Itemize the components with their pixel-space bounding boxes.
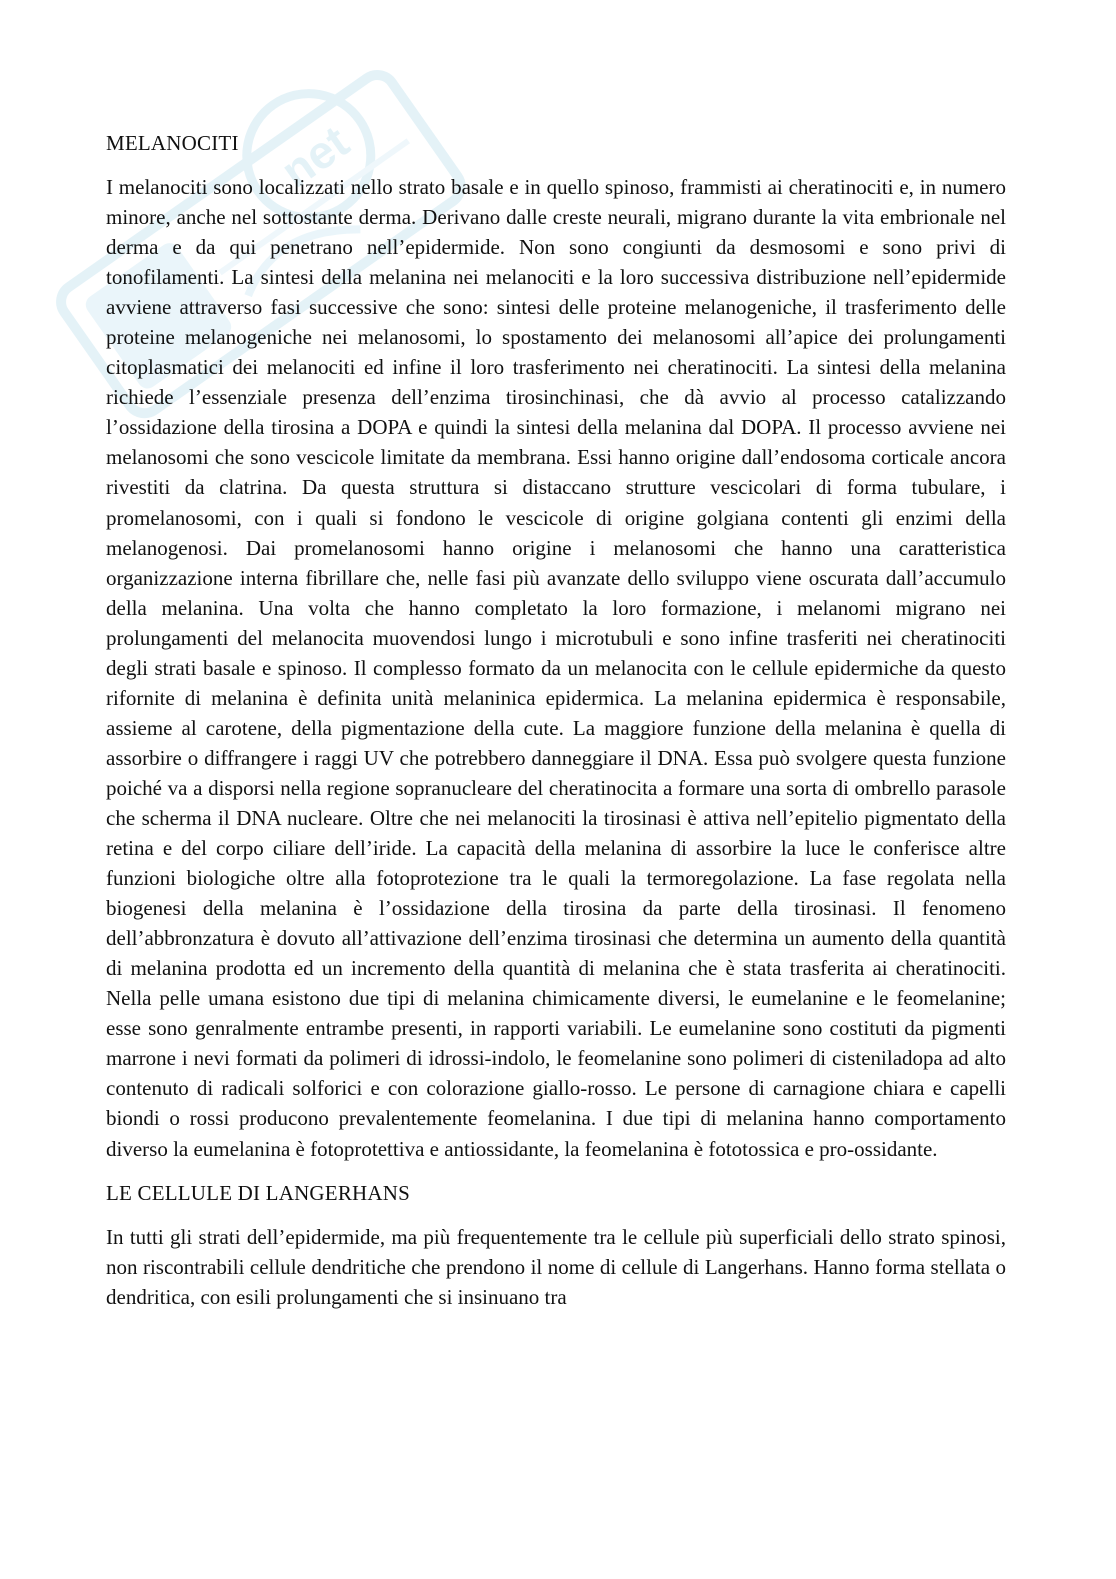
section-body-langerhans: In tutti gli strati dell’epidermide, ma più frequentemente tra le cellule più superficiali dello strato spinosi, non riscontrabili cellule dendritiche che prendono il nome di cellule di Langerhans. Hanno forma stellata o dendritica, con esili prolungamenti che si insinuano tra [106, 1224, 1006, 1309]
section-title-melanociti: MELANOCITI [106, 131, 239, 155]
section-body-melanociti: I melanociti sono localizzati nello strato basale e in quello spinoso, frammisti ai cheratinociti e, in numero minore, anche nel sottostante derma. Derivano dalle creste neurali, migrano durante la vita embrionale nel derma e da qui penetrano nell’epidermide. Non sono congiunti da desmosomi e sono privi di tonofilamenti. La sintesi della melanina nei melanociti e la loro successiva distribuzione nell’epidermide avviene attraverso fasi successive che sono: sintesi delle proteine melanogeniche, il trasferimento delle proteine melanogeniche nei melanosomi, lo spostamento dei melanosomi all’apice dei prolungamenti citoplasmatici dei melanociti ed infine il loro trasferimento nei cheratinociti. La sintesi della melanina richiede l’essenziale presenza dell’enzima tirosinchinasi, che dà avvio al processo catalizzando l’ossidazione della tirosina a DOPA e quindi la sintesi della melanina dal DOPA. Il processo avviene nei melanosomi che sono vescicole limitate da membrana. Essi hanno origine dall’endosoma corticale ancora rivestiti da clatrina. Da questa struttura si distaccano strutture vescicolari di forma tubulare, i promelanosomi, con i quali si fondono le vescicole di origine golgiana contenti gli enzimi della melanogenosi. Dai promelanosomi hanno origine i melanosomi che hanno una caratteristica organizzazione interna fibrillare che, nelle fasi più avanzate dello sviluppo viene oscurata dall’accumulo della melanina. Una volta che hanno completato la loro formazione, i melanomi migrano nei prolungamenti del melanocita muovendosi lungo i microtubuli e sono infine trasferiti nei cheratinociti degli strati basale e spinoso. Il complesso formato da un melanocita con le cellule epidermiche da questo rifornite di melanina è definita unità melaninica epidermica. La melanina epidermica è responsabile, assieme al carotene, della pigmentazione della cute. La maggiore funzione della melanina è quella di assorbire o diffrangere i raggi UV che potrebbero danneggiare il DNA. Essa può svolgere questa funzione poiché va a disporsi nella regione sopranucleare del cheratinocita a formare una sorta di ombrello parasole che scherma il DNA nucleare. Oltre che nei melanociti la tirosinasi è attiva nell’epitelio pigmentato della retina e del corpo ciliare dell’iride. La capacità della melanina di assorbire la luce le conferisce altre funzioni biologiche oltre alla fotoprotezione tra le quali la termoregolazione. La fase regolata nella biogenesi della melanina è l’ossidazione della tirosina da parte della tirosinasi. Il fenomeno dell’abbronzatura è dovuto all’attivazione dell’enzima tirosinasi che determina un aumento della quantità di melanina prodotta ed un incremento della quantità di melanina che è stata trasferita ai cheratinociti. Nella pelle umana esistono due tipi di melanina chimicamente diversi, le eumelanine e le feomelanine; esse sono genralmente entrambe presenti, in rapporti variabili. Le eumelanine sono costituti da pigmenti marrone i nevi formati da polimeri di idrossi-indolo, le feomelanine sono polimeri di cisteniladopa ad alto contenuto di radicali solforici e con colorazione giallo-rosso. Le persone di carnagione chiara e capelli biondi o rossi producono prevalentemente feomelanina. I due tipi di melanina hanno comportamento diverso la eumelanina è fotoprotettiva e antiossidante, la feomelanina è fototossica e pro-ossidante. [106, 175, 1006, 1161]
document-page [106, 128, 1006, 1326]
section-title-langerhans: LE CELLULE DI LANGERHANS [106, 1180, 411, 1205]
watermark-brand-text: net [271, 115, 358, 198]
